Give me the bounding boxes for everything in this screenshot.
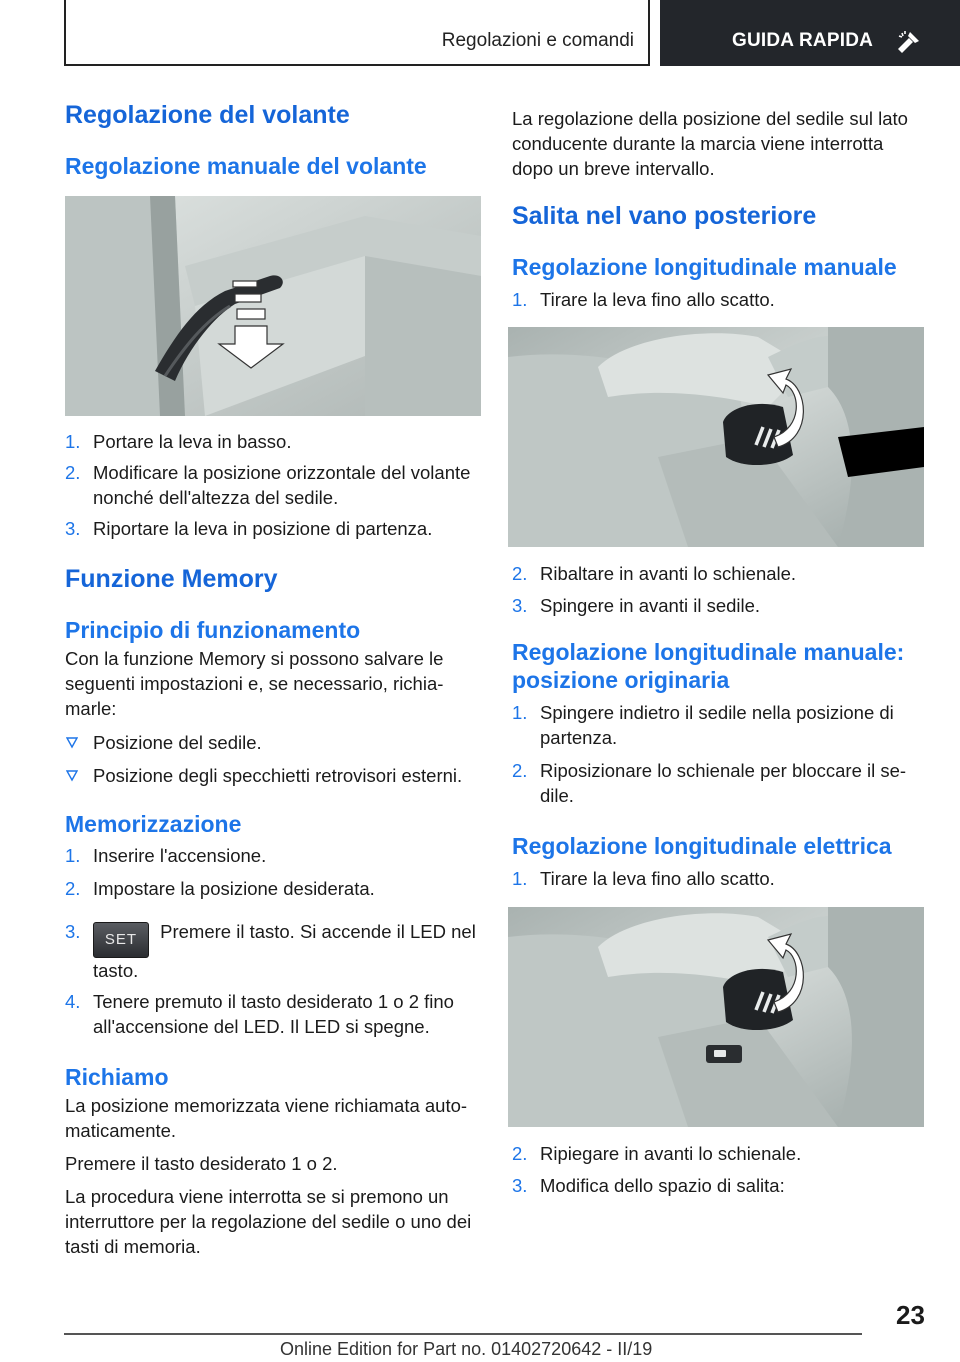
- seat-lever-drawing-2: [508, 907, 924, 1127]
- list-item: 2. Modificare la posizione orizzontale del volante nonché dell'altezza del sedile.: [65, 462, 471, 508]
- seat-lever-illustration-1: [508, 327, 924, 547]
- triangle-bullet-icon: [66, 770, 78, 782]
- header-quick-guide-tab[interactable]: [660, 0, 960, 66]
- list-item: 4. Tenere premuto il tasto desiderato 1 o 2 fino all'accensione del LED. Il LED si spegne.: [65, 991, 454, 1037]
- recall-text-1: La posizione memorizzata viene richiamata automaticamente.: [65, 1095, 468, 1141]
- footer-edition: Online Edition for Part no. 01402720642 - II/19: [280, 1339, 653, 1359]
- list-item: 2. Riposizionare lo schienale per bloccare il sedile.: [512, 760, 907, 806]
- list-item: 2. Impostare la posizione desiderata.: [65, 878, 375, 899]
- heading-manual-steering: Regolazione manuale del volante: [65, 153, 427, 179]
- footer-divider: [64, 1333, 862, 1335]
- list-item: 2. Ribaltare in avanti lo schienale.: [512, 563, 797, 584]
- seat-lever-drawing-1: [508, 327, 924, 547]
- long-manual-steps: [512, 561, 924, 618]
- seat-lever-illustration-2: [508, 907, 924, 1127]
- list-item: 3. Spingere in avanti il sedile.: [512, 595, 761, 616]
- heading-recall: Richiamo: [65, 1064, 169, 1090]
- principle-list: [65, 730, 483, 788]
- set-button-icon: SET: [93, 922, 149, 958]
- recall-text-3: La procedura viene interrotta se si premono un interruttore per la regolazione del sedile o uno dei tasti di memoria.: [65, 1186, 472, 1257]
- long-electric-step-1: [512, 866, 924, 891]
- list-item: 2. Ripiegare in avanti lo schienale.: [512, 1143, 802, 1164]
- long-manual-step-1: [512, 287, 924, 312]
- list-item: 3. Modifica dello spazio di salita:: [512, 1175, 785, 1196]
- intro-text: La regolazione della posizione del sedile sul lato conducente durante la marcia viene interrotta dopo un breve intervallo.: [512, 108, 908, 179]
- heading-long-electric: Regolazione longitudinale elettrica: [512, 833, 892, 859]
- header-section-title: Regolazioni e comandi: [441, 30, 634, 51]
- list-item: 1. Portare la leva in basso.: [65, 431, 292, 452]
- heading-rear-entry: Salita nel vano posteriore: [512, 202, 817, 230]
- heading-memory: Funzione Memory: [65, 565, 278, 593]
- page-number: 23: [896, 1300, 925, 1330]
- long-electric-steps: [512, 1141, 924, 1198]
- header-section-box: [64, 0, 650, 66]
- quick-guide-icon: [896, 29, 922, 55]
- triangle-bullet-icon: [66, 737, 78, 749]
- list-item: Posizione del sedile.: [65, 730, 483, 755]
- long-manual-original-steps: [512, 700, 924, 808]
- heading-storing: Memorizzazione: [65, 811, 242, 837]
- heading-principle: Principio di funzionamento: [65, 617, 361, 643]
- right-column: [512, 100, 924, 1198]
- storing-steps: [65, 843, 483, 1039]
- list-item: Posizione degli specchietti retrovisori esterni.: [65, 763, 483, 788]
- principle-text: Con la funzione Memory si possono salvare le seguenti impostazioni e, se necessario, richiamarle:: [65, 648, 444, 719]
- list-item: 1. Tirare la leva fino allo scatto.: [512, 868, 775, 889]
- list-item: 1. Tirare la leva fino allo scatto.: [512, 289, 775, 310]
- list-item: 1. Spingere indietro il sedile nella posizione di partenza.: [512, 702, 894, 748]
- heading-long-manual-original: Regolazione longitudinale manuale: posizione originaria: [512, 639, 905, 693]
- list-item: 3. Riportare la leva in posizione di partenza.: [65, 518, 433, 539]
- steering-steps: [65, 429, 483, 541]
- steering-lever-drawing: [65, 196, 481, 416]
- heading-long-manual: Regolazione longitudinale manuale: [512, 254, 897, 280]
- quick-guide-label: GUIDA RAPIDA: [732, 30, 874, 51]
- list-item: 3. SET Premere il tasto. Si accende il LED nel tasto.: [65, 921, 476, 981]
- recall-text-2: Premere il tasto desiderato 1 o 2.: [65, 1153, 338, 1174]
- steering-lever-illustration: [65, 196, 481, 416]
- left-column: [65, 100, 483, 1259]
- list-item: 1. Inserire l'accensione.: [65, 845, 267, 866]
- heading-steering: Regolazione del volante: [65, 101, 350, 129]
